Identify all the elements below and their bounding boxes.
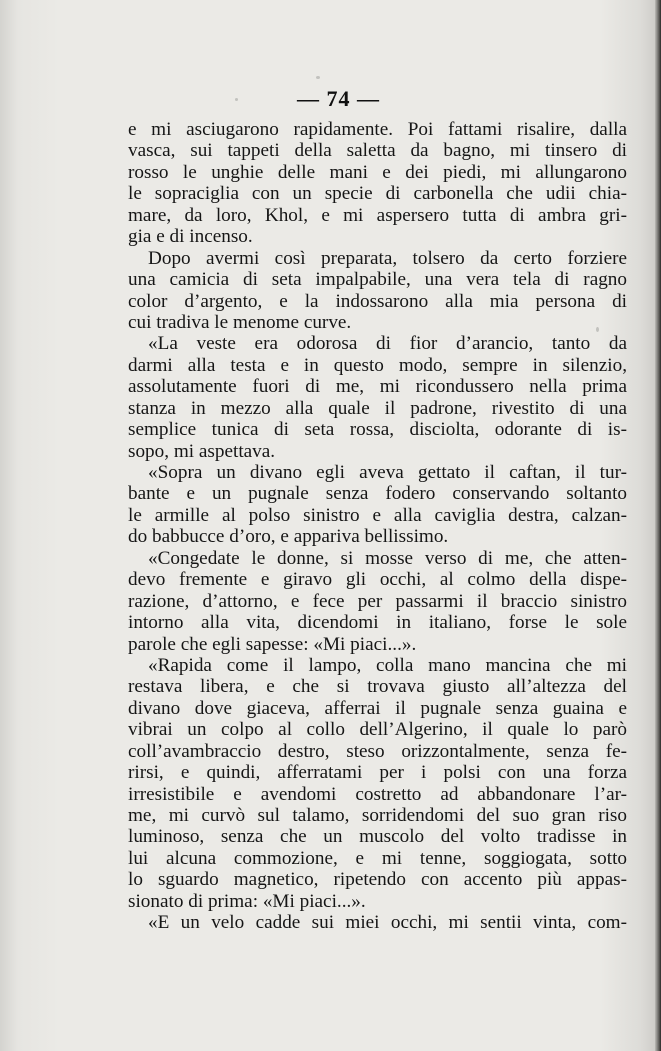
text-line: vibrai un colpo al collo dell’Algerino, il quale lo parò xyxy=(128,719,627,741)
text-line: assolutamente fuori di me, mi ricondussero nella prima xyxy=(128,376,627,398)
text-line: «Congedate le donne, si mosse verso di me, che atten- xyxy=(148,547,627,569)
text-line: stanza in mezzo alla quale il padrone, rivestito di una xyxy=(128,397,627,419)
paper-speck xyxy=(316,76,320,79)
text-line: me, mi curvò sul talamo, sorridendomi del suo gran riso xyxy=(128,805,627,826)
page-spine-edge xyxy=(655,0,661,1051)
text-line: razione, d’attorno, e fece per passarmi il braccio sinistro xyxy=(128,590,627,612)
text-line: color d’argento, e la indossarono alla mia persona di xyxy=(128,290,627,312)
text-line: cui tradiva le menome curve. xyxy=(128,311,352,333)
text-line: le sopraciglia con un specie di carbonella che udii chia- xyxy=(128,183,627,205)
text-line: e mi asciugarono rapidamente. Poi fattami risalire, dalla xyxy=(128,119,627,140)
text-line: sopo, mi aspettava. xyxy=(128,440,276,462)
text-line: do babbucce d’oro, e appariva bellissimo. xyxy=(128,526,449,548)
text-line: una camicia di seta impalpabile, una vera tela di ragno xyxy=(128,269,627,291)
text-line: restava libera, e che si trovava giusto all’altezza del xyxy=(128,676,627,698)
text-line: intorno alla vita, dicendomi in italiano, forse le sole xyxy=(128,612,627,634)
text-line: coll’avambraccio destro, steso orizzontalmente, senza fe- xyxy=(128,740,627,762)
text-line: lui alcuna commozione, e mi tenne, soggiogata, sotto xyxy=(128,847,627,869)
text-line: parole che egli sapesse: «Mi piaci...». xyxy=(128,633,417,655)
text-line: «E un velo cadde sui miei occhi, mi sentii vinta, com- xyxy=(148,912,627,934)
text-line: «Sopra un divano egli aveva gettato il caftan, il tur- xyxy=(148,462,627,483)
text-line: bante e un pugnale senza fodero conservando soltanto xyxy=(128,483,627,505)
text-line: mare, da loro, Khol, e mi aspersero tutta di ambra gri- xyxy=(128,204,627,226)
text-line: devo fremente e giravo gli occhi, al colmo della dispe- xyxy=(128,569,627,591)
text-line: divano dove giaceva, afferrai il pugnale senza guaina e xyxy=(128,697,627,719)
text-line: rirsi, e quindi, afferratami per i polsi con una forza xyxy=(128,762,627,784)
text-line: «La veste era odorosa di fior d’arancio, tanto da xyxy=(148,333,627,355)
text-line: semplice tunica di seta rossa, disciolta, odorante di is- xyxy=(128,419,627,441)
text-line: sionato di prima: «Mi piaci...». xyxy=(128,890,366,912)
text-line: vasca, sui tappeti della saletta da bagno, mi tinsero di xyxy=(128,140,627,162)
body-text xyxy=(128,119,627,934)
text-line: rosso le unghie delle mani e dei piedi, mi allungarono xyxy=(128,161,627,183)
text-line: lo sguardo magnetico, ripetendo con accento più appas- xyxy=(128,869,627,891)
text-line: gia e di incenso. xyxy=(128,226,253,248)
text-line: le armille al polso sinistro e alla caviglia destra, calzan- xyxy=(128,504,627,526)
text-line: Dopo avermi così preparata, tolsero da certo forziere xyxy=(148,247,627,269)
text-line: «Rapida come il lampo, colla mano mancina che mi xyxy=(148,654,627,676)
text-line: darmi alla testa e in questo modo, sempre in silenzio, xyxy=(128,354,627,376)
text-line: luminoso, senza che un muscolo del volto tradisse in xyxy=(128,826,627,848)
text-line: irresistibile e avendomi costretto ad abbandonare l’ar- xyxy=(128,783,627,805)
page-number: — 74 — xyxy=(297,86,380,111)
